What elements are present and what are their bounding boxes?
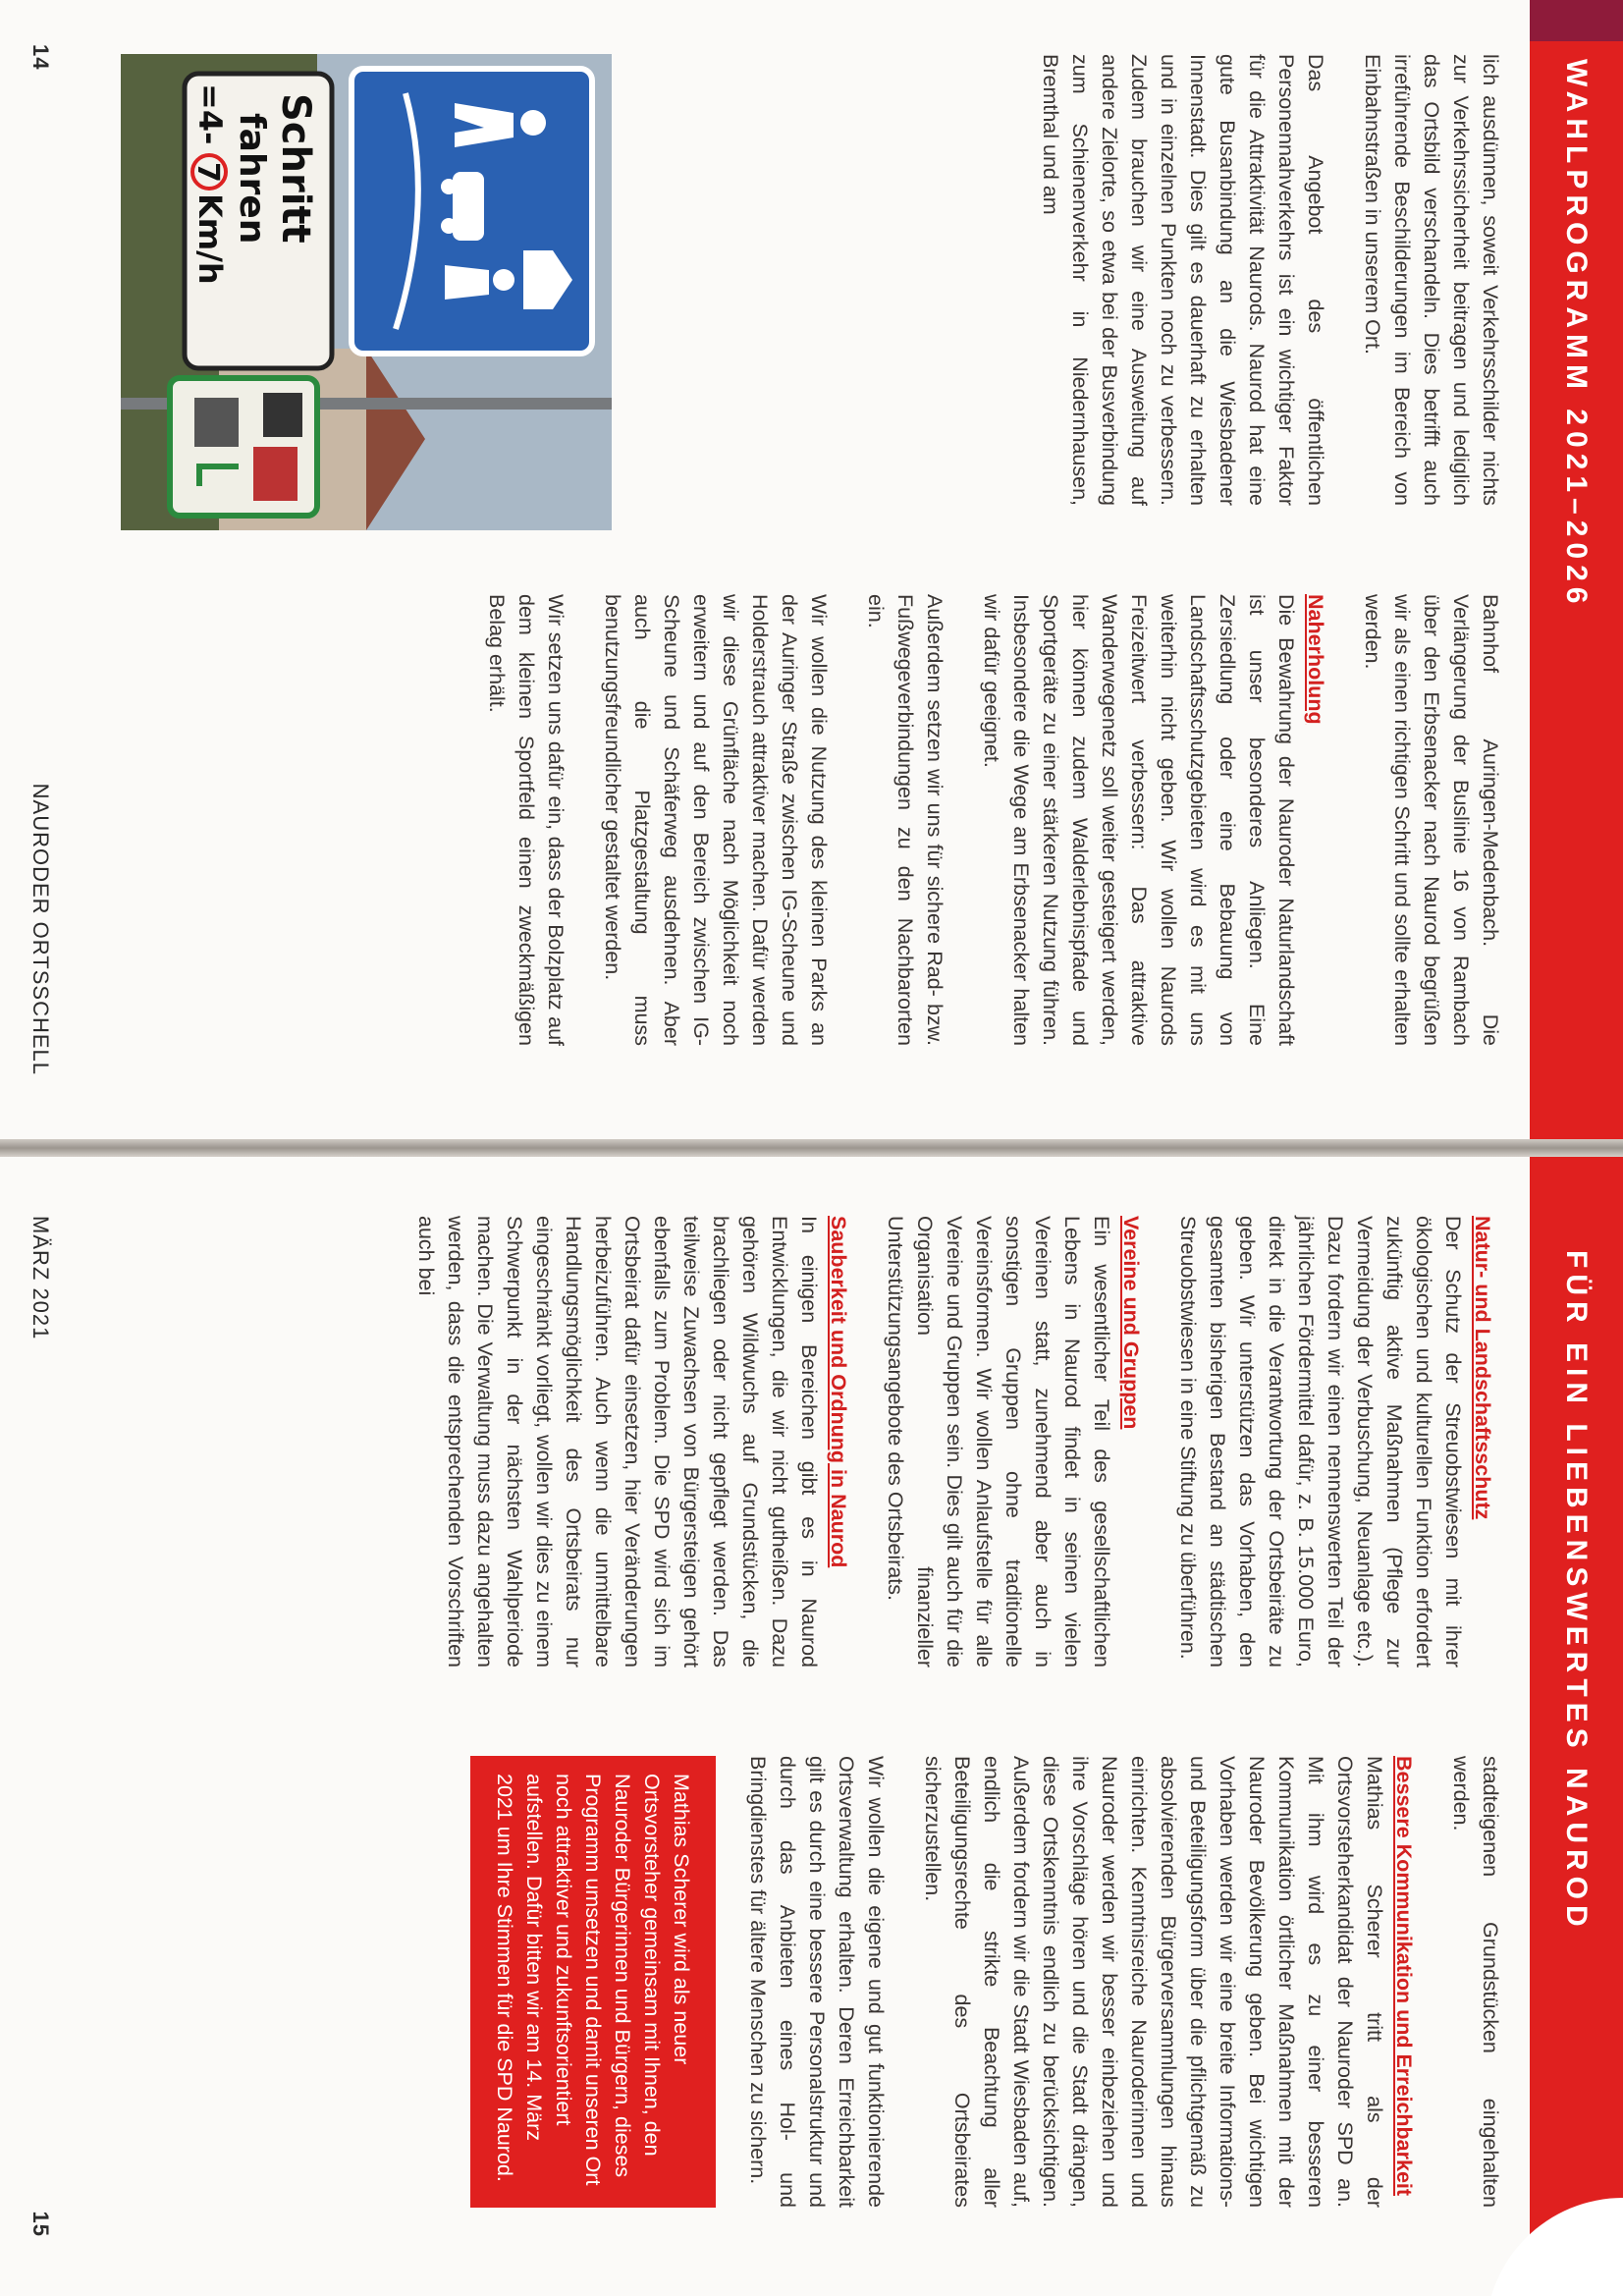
paragraph-bolzplatz: Wir setzen uns dafür ein, dass der Bolzplatz auf dem kleinen Sportfeld einen zweckmäßigen Belag erhält.: [485, 594, 568, 1046]
candidate-callout-box: Mathias Scherer wird als neuer Ortsvorsteher gemeinsam mit Ihnen, den Nauroder Bürgerinnen und Bürgern, dieses Programm umsetzen und damit unseren Ort noch attraktiver und zukunftsorientiert aufstellen. Dafür bitten wir am 14. März 2021 um Ihre Stimmen für die SPD Naurod.: [470, 1756, 716, 2208]
page-gutter: [0, 1139, 1623, 1157]
left-column-2: [455, 594, 1505, 1046]
paragraph-verkehrsschilder: lich ausdünnen, soweit Verkehrsschilder nichts zur Verkehrssicherheit beitragen und lediglich das Ortsbild verschandeln. Dies betrifft auch irreführende Beschilderungen im Bereich von Einbahnstraßen in unserem Ort.: [1361, 54, 1502, 506]
right-header-band: [1530, 1157, 1623, 2296]
paragraph-ortsverwaltung: Wir wollen die eigene und gut funktionierende Ortsverwaltung erhalten. Deren Erreichbarkeit gilt es durch eine bessere Personalstruktur und durch das Anbieten eines Hol- und Bringdienstes für ältere Menschen zu sichern.: [746, 1756, 888, 2208]
left-column-1: [1008, 54, 1505, 506]
paragraph-oepnv: Das Angebot des öffentlichen Personennahverkehrs ist ein wichtiger Faktor für die Attraktivität Naurods. Naurod hat eine gute Busanbindung an die Wiesbadener Innenstadt. Dies gilt es dauerhaft zu erhalten und in einzelnen Punkten noch zu verbessern. Zudem brauchen wir eine Ausweitung auf andere Zielorte, so etwa bei der Busverbindung zum Schienenverkehr in Niedernhausen, Bremthal und am: [1039, 54, 1327, 506]
street-sign-illustration: [121, 54, 612, 530]
page-number-left: 14: [28, 44, 53, 71]
left-header-band: [1530, 0, 1623, 1139]
heading-natur-landschaftsschutz: Natur- und Landschaftsschutz: [1471, 1216, 1494, 1520]
left-page: [0, 0, 1623, 1139]
paragraph-naherholung: Die Bewahrung der Nauroder Naturlandschaft ist unser besonderes Anliegen. Eine Zersiedlung oder eine Bebauung von Landschaftsschutzgebieten wird es mit uns weiterhin nicht geben. Wir wollen Naurods Freizeitwert verbessern: Das attraktive Wanderwegenetz soll weiter gesteigert werden, hier können zudem Walderlebnispfade und Sportgeräte zu einer stärkeren Nutzung führen. Insbesondere die Wege am Erbsenacker halten wir dafür geeignet.: [980, 594, 1298, 1046]
right-column-1: [384, 1216, 1505, 1667]
paragraph-sauberkeit: In einigen Bereichen gibt es in Naurod Entwicklungen, die wir nicht gutheißen. Dazu gehören Wildwuchs auf Grundstücken, die brachliegen oder nicht gepflegt werden. Das teilweise Zuwachsen von Bürgersteigen gehört ebenfalls zum Problem. Die SPD wird sich im Ortsbeirat dafür einsetzen, hier Veränderungen herbeizuführen. Auch wenn die unmittelbare Handlungsmöglichkeit des Ortsbeirats nur eingeschränkt vorliegt, wollen wir dies zu einem Schwerpunkt in der nächsten Wahlperiode machen. Die Verwaltung muss dazu angehalten werden, dass die entsprechenden Vorschriften auch bei: [414, 1216, 821, 1667]
heading-naherholung: Naherholung: [1304, 594, 1327, 725]
right-page: [0, 1157, 1623, 2296]
svg-text:Schritt: Schritt: [273, 93, 318, 244]
paragraph-radwege: Außerdem setzen wir uns für sichere Rad- bzw. Fußwegeverbindungen zu den Nachbarorten ein.: [864, 594, 947, 1046]
paragraph-grundstuecke: stadteigenen Grundstücken eingehalten werden.: [1449, 1756, 1502, 2208]
page-number-right: 15: [28, 2211, 53, 2237]
svg-text:fahren: fahren: [232, 113, 272, 245]
right-header-title: FÜR EIN LIEBENSWERTES NAUROD: [1560, 1250, 1593, 1933]
issue-date: MÄRZ 2021: [28, 1216, 53, 1340]
left-header-title: WAHLPROGRAMM 2021–2026: [1560, 59, 1593, 610]
svg-text:Km/h: Km/h: [191, 193, 229, 285]
svg-text:7: 7: [190, 162, 225, 183]
svg-text:=4-: =4-: [191, 83, 229, 145]
paragraph-natur: Der Schutz der Streuobstwiesen mit ihrer ökologischen und kulturellen Funktion erfordert zukünftig aktive Maßnahmen (Pflege zur Vermeidung der Verbuschung, Neuanlage etc.). Dazu fordern wir einen nennenswerten Teil der jährlichen Fördermittel dafür, z. B. 15.000 Euro, direkt in die Verantwortung der Ortsbeiräte zu geben. Wir unterstützen das Vorhaben, den gesamten bisherigen Bestand an städtischen Streuobstwiesen in eine Stiftung zu überführen.: [1176, 1216, 1465, 1667]
paragraph-park: Wir wollen die Nutzung des kleinen Parks an der Auringer Straße zwischen IG-Scheune und Holderstrauch attraktiver machen. Dafür werden wir diese Grünfläche nach Möglichkeit noch erweitern und auf den Bereich zwischen IG-Scheune und Schäferweg ausdehnen. Aber auch die Platzgestaltung muss benutzungsfreundlicher gestaltet werden.: [601, 594, 831, 1046]
street-sign-photo: [121, 54, 612, 530]
header-accent-bar: [1530, 0, 1623, 41]
paragraph-kommunikation: Mathias Scherer tritt als der Ortsvorsteherkandidat der Nauroder SPD an. Mit ihm wird es zu einer besseren Kommunikation örtlicher Maßnahmen mit der Nauroder Bevölkerung geben. Bei wichtigen Vorhaben werden wir eine breite Informations- und Beteiligungsform über die pflichtgemäß zu absolvierenden Bürgerversammlungen hinaus einrichten. Kenntnisreiche Nauroderinnen und Nauroder werden wir besser einbeziehen und ihre Vorschläge hören und die Stadt drängen, diese Ortskenntnis endlich zu berücksichtigen. Außerdem fordern wir die Stadt Wiesbaden auf, endlich die strikte Beachtung aller Beteiligungsrechte des Ortsbeirates sicherzustellen.: [921, 1756, 1386, 2208]
heading-kommunikation: Bessere Kommunikation und Erreichbarkeit: [1392, 1756, 1416, 2197]
heading-sauberkeit: Sauberkeit und Ordnung in Naurod: [827, 1216, 850, 1568]
heading-vereine: Vereine und Gruppen: [1119, 1216, 1143, 1430]
header-corner-curve: [1486, 2198, 1623, 2296]
right-column-2: [470, 1756, 1505, 2208]
paragraph-vereine: Ein wesentlicher Teil des gesellschaftlichen Lebens in Naurod findet in seinen vielen Vereinen statt, zunehmend aber auch in sonstigen Gruppen ohne traditionelle Vereinsformen. Wir wollen Anlaufstelle für alle Vereine und Gruppen sein. Dies gilt auch für die Organisation finanzieller Unterstützungsangebote des Ortsbeirats.: [884, 1216, 1113, 1667]
paragraph-buslinie: Bahnhof Auringen-Medenbach. Die Verlängerung der Buslinie 16 von Rambach über den Erbsenacker nach Naurod begrüßen wir als einen richtigen Schritt und sollte erhalten werden.: [1361, 594, 1502, 1046]
publication-title: NAURODER ORTSSCHELL: [28, 783, 53, 1075]
